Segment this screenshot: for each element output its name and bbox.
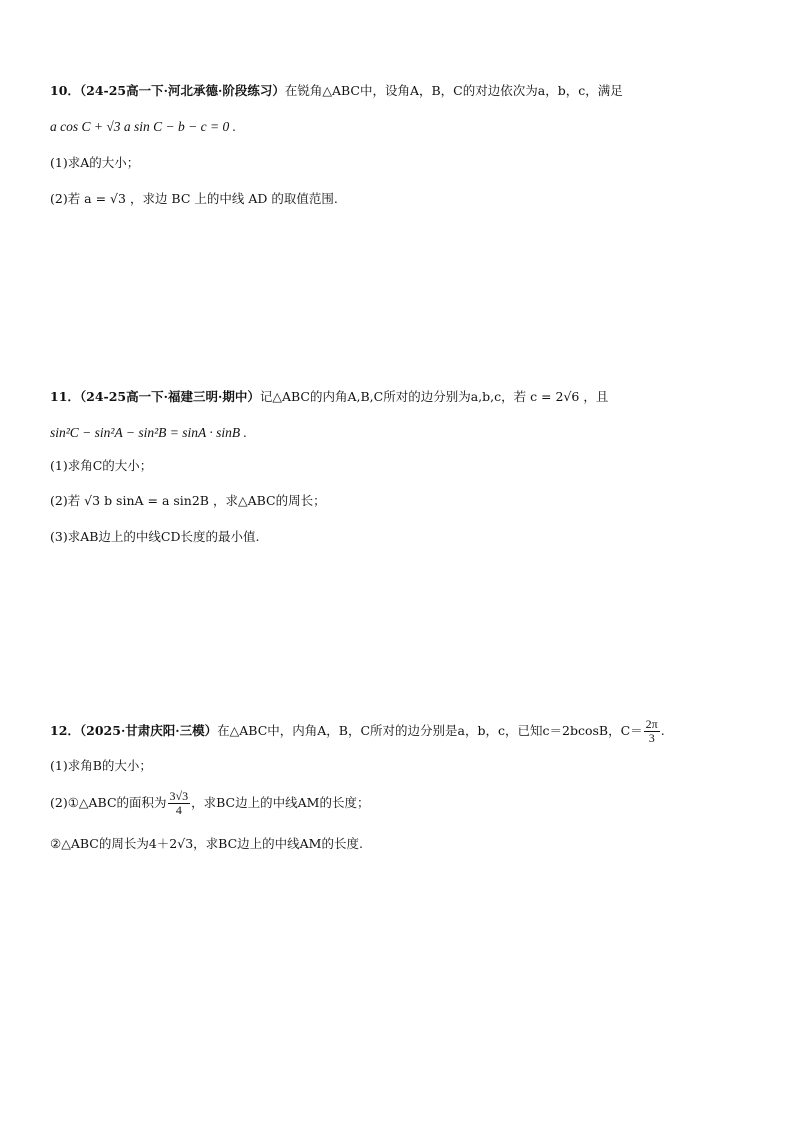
q12-part1: (1)求角B的大小； (50, 758, 152, 773)
q11-source: （24-25高一下·福建三明·期中） (79, 389, 260, 404)
q10-stem: 在锐角△ABC中，设角A，B，C的对边依次为a，b，c，满足 (284, 83, 623, 98)
q12-part2-pre: (2)①△ABC的面积为 (50, 795, 167, 810)
q11-part3: (3)求AB边上的中线CD长度的最小值. (50, 529, 260, 544)
q10-part1: (1)求A的大小； (50, 155, 140, 170)
q12-area-fraction (168, 790, 191, 817)
q10-number: 10． (50, 83, 80, 98)
q12-number: 12． (50, 723, 80, 738)
q12-stem-end: . (660, 723, 665, 738)
q12-line1 (50, 718, 665, 745)
q11-equation: sin²C − sin²A − sin²B = sinA · sinB . (50, 425, 247, 440)
q12-part3: ②△ABC的周长为4＋2√3，求BC边上的中线AM的长度. (50, 836, 363, 851)
q11-stem: 记△ABC的内角A,B,C所对的边分别为a,b,c，若 c = 2√6 ，且 (259, 389, 609, 404)
q12-part2 (50, 790, 369, 817)
q11-part1: (1)求角C的大小； (50, 458, 153, 473)
q11-line1 (50, 388, 608, 406)
q12-stem: 在△ABC中，内角A，B，C所对的边分别是a，b，c，已知c＝2bcosB，C＝ (217, 723, 643, 738)
q10-part2: (2)若 a = √3 ，求边 BC 上的中线 AD 的取值范围. (50, 191, 338, 206)
q12-area-denominator: 4 (175, 803, 182, 817)
q12-source: （2025·甘肃庆阳·三模） (79, 723, 218, 738)
q10-line1 (50, 82, 623, 100)
q10-equation: a cos C + √3 a sin C − b − c = 0 . (50, 119, 236, 134)
q10-source: （24-25高一下·河北承德·阶段练习） (79, 83, 285, 98)
q12-part2-post: ，求BC边上的中线AM的长度； (191, 795, 370, 810)
q12-angle-denominator: 3 (648, 731, 655, 745)
q12-area-numerator: 3√3 (169, 789, 189, 803)
q11-part2: (2)若 √3 b sinA = a sin2B ，求△ABC的周长； (50, 493, 326, 508)
q12-angle-fraction (644, 718, 660, 745)
q11-number: 11． (50, 389, 80, 404)
q12-angle-numerator: 2π (645, 717, 658, 731)
